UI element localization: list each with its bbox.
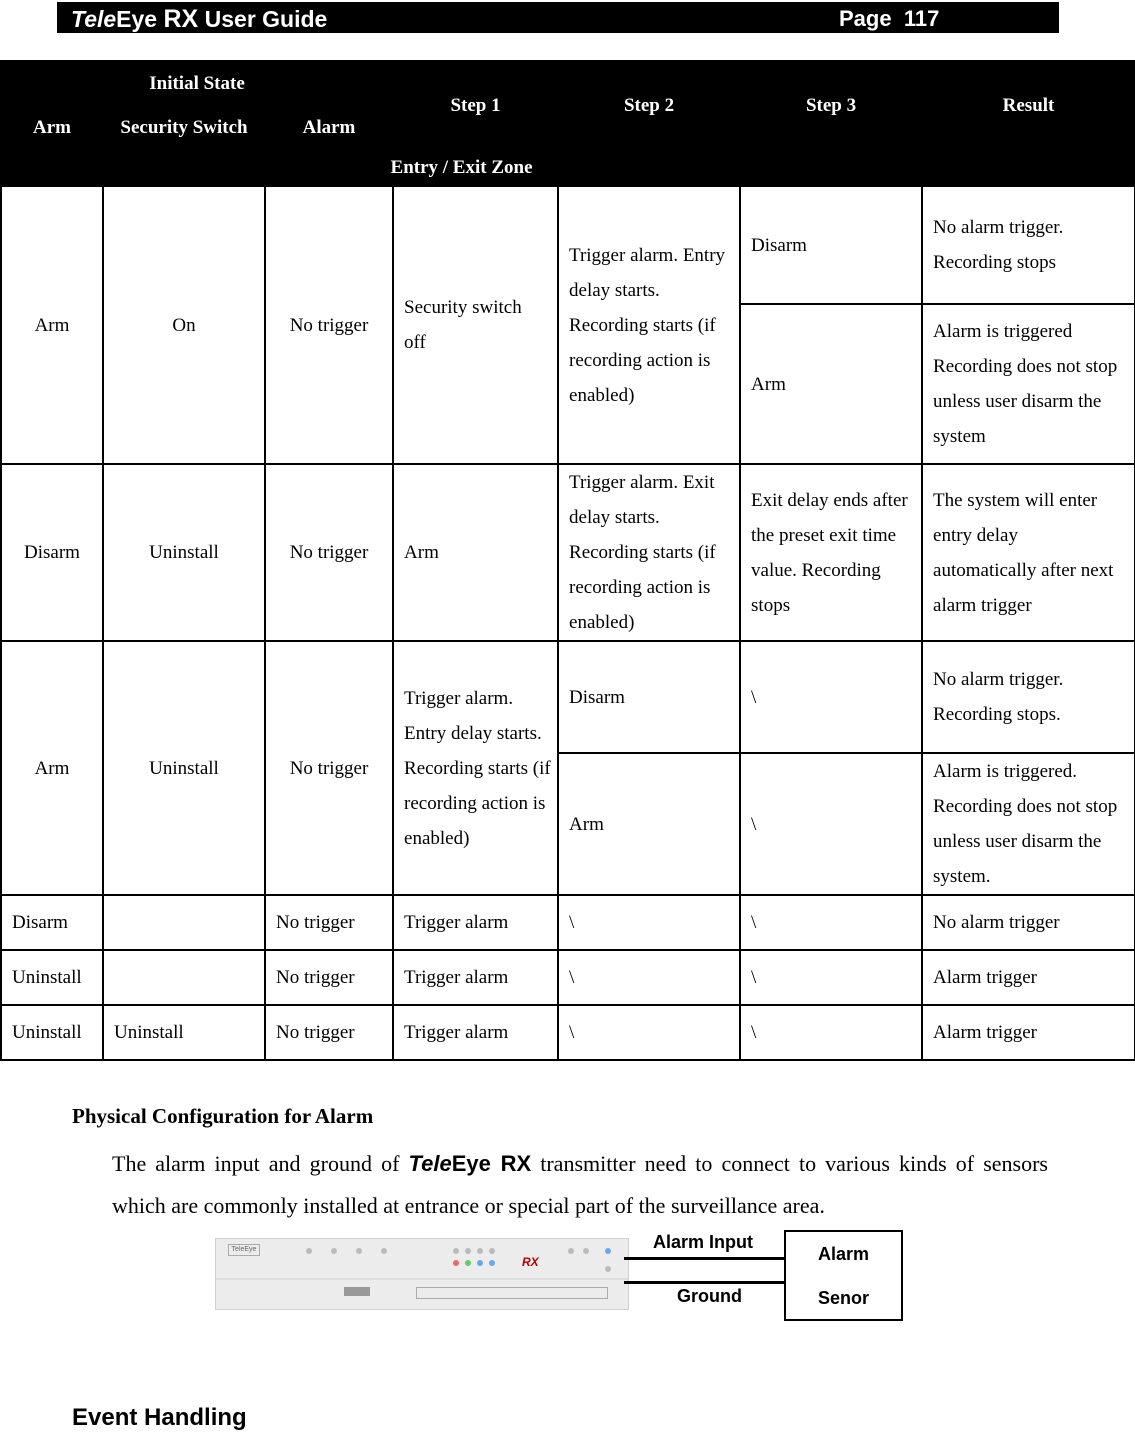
- cell-step2: \: [558, 1005, 740, 1060]
- cell-result: Alarm is triggered. Recording does not stop unless user disarm the system.: [922, 753, 1135, 895]
- cell-step1: Trigger alarm: [393, 1005, 558, 1060]
- brand-name: TeleEye RX: [408, 1151, 532, 1176]
- cell-step3: \: [740, 753, 922, 895]
- cell-step3: \: [740, 895, 922, 950]
- cell-switch: Uninstall: [103, 1005, 265, 1060]
- cell-result: No alarm trigger. Recording stops.: [922, 641, 1135, 753]
- cell-arm: Disarm: [1, 895, 103, 950]
- alarm-state-table: [0, 60, 1135, 1061]
- header-security-switch: Security Switch: [103, 105, 265, 149]
- cell-arm: Uninstall: [1, 1005, 103, 1060]
- ground-wire: [624, 1281, 784, 1284]
- section-title: Physical Configuration for Alarm: [72, 1104, 374, 1128]
- cell-arm: Arm: [1, 641, 103, 895]
- cell-step1: Trigger alarm: [393, 950, 558, 1005]
- header-step-1: Step 1: [393, 61, 558, 149]
- cell-arm: Disarm: [1, 464, 103, 641]
- cell-step2: Arm: [558, 753, 740, 895]
- header-alarm: Alarm: [265, 105, 393, 149]
- cell-result: Alarm trigger: [922, 950, 1135, 1005]
- cell-alarm: No trigger: [265, 186, 393, 464]
- section-paragraph: The alarm input and ground of TeleEye RX transmitter need to connect to various kinds of sensors which are commonly installed at entrance or special part of the surveillance area.: [112, 1151, 1048, 1218]
- cell-step1: Arm: [393, 464, 558, 641]
- cell-alarm: No trigger: [265, 1005, 393, 1060]
- cell-step1: Trigger alarm: [393, 895, 558, 950]
- device-button: [344, 1287, 370, 1296]
- cell-switch: [103, 950, 265, 1005]
- device-front-panel: [215, 1238, 629, 1310]
- alarm-input-wire: [624, 1257, 784, 1260]
- cell-step2: Trigger alarm. Exit delay starts. Recording starts (if recording action is enabled): [558, 464, 740, 641]
- cell-alarm: No trigger: [265, 464, 393, 641]
- cell-step2: \: [558, 950, 740, 1005]
- page-header: [57, 2, 1059, 33]
- cell-step3: \: [740, 641, 922, 753]
- header-zone-blank: [922, 149, 1135, 186]
- device-logo: TeleEye: [228, 1244, 260, 1256]
- cell-arm: Uninstall: [1, 950, 103, 1005]
- cell-arm: Arm: [1, 186, 103, 464]
- cell-switch: [103, 895, 265, 950]
- cell-step3: \: [740, 950, 922, 1005]
- cell-step3: Disarm: [740, 186, 922, 304]
- cell-alarm: No trigger: [265, 950, 393, 1005]
- header-step-2: Step 2: [558, 61, 740, 149]
- cell-result: The system will enter entry delay automatically after next alarm trigger: [922, 464, 1135, 641]
- cell-alarm: No trigger: [265, 641, 393, 895]
- sensor-label-line2: Senor: [817, 1288, 869, 1308]
- ground-label: Ground: [677, 1286, 742, 1306]
- cell-step2: Disarm: [558, 641, 740, 753]
- cell-switch: Uninstall: [103, 641, 265, 895]
- guide-title: TeleEye RX User Guide: [71, 5, 328, 33]
- alarm-input-label: Alarm Input: [653, 1232, 754, 1252]
- cell-step3: \: [740, 1005, 922, 1060]
- device-drive-slot: [416, 1287, 608, 1299]
- cell-step2: \: [558, 895, 740, 950]
- sensor-label-line1: Alarm: [817, 1244, 870, 1264]
- cell-step2: Trigger alarm. Entry delay starts. Recording starts (if recording action is enabled): [558, 186, 740, 464]
- cell-step1: Security switch off: [393, 186, 558, 464]
- cell-step3: Arm: [740, 304, 922, 464]
- header-zone: Entry / Exit Zone: [1, 149, 922, 186]
- page-number: Page 117: [839, 6, 940, 31]
- alarm-sensor-box: [784, 1230, 903, 1321]
- next-section-title: Event Handling: [72, 1404, 247, 1431]
- cell-result: Alarm trigger: [922, 1005, 1135, 1060]
- cell-result: Alarm is triggered Recording does not stop unless user disarm the system: [922, 304, 1135, 464]
- cell-step3: Exit delay ends after the preset exit time value. Recording stops: [740, 464, 922, 641]
- header-arm: Arm: [1, 105, 103, 149]
- header-step-3: Step 3: [740, 61, 922, 149]
- cell-alarm: No trigger: [265, 895, 393, 950]
- cell-step1: Trigger alarm. Entry delay starts. Recording starts (if recording action is enabled): [393, 641, 558, 895]
- header-initial-state: Initial State: [1, 61, 393, 105]
- cell-result: No alarm trigger: [922, 895, 1135, 950]
- cell-switch: Uninstall: [103, 464, 265, 641]
- cell-switch: On: [103, 186, 265, 464]
- header-result: Result: [922, 61, 1135, 149]
- cell-result: No alarm trigger. Recording stops: [922, 186, 1135, 304]
- device-model-label: RX: [522, 1255, 539, 1269]
